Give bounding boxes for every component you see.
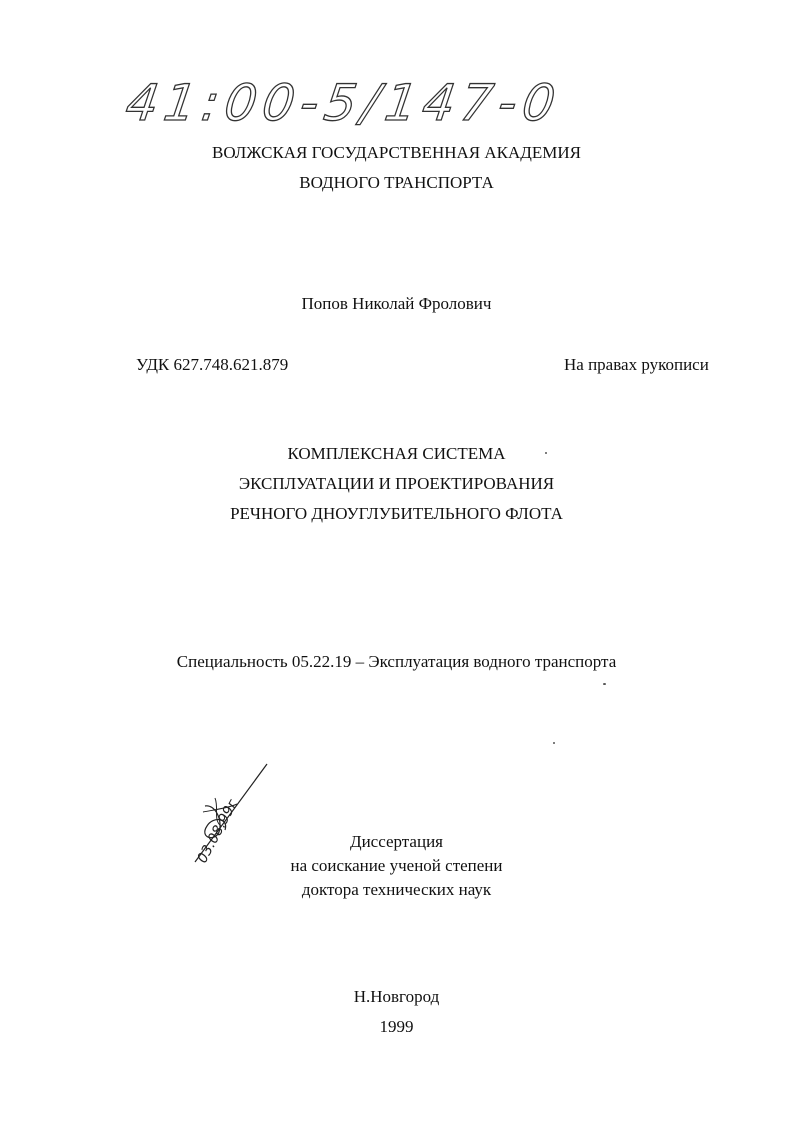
organization-line-1: ВОЛЖСКАЯ ГОСУДАРСТВЕННАЯ АКАДЕМИЯ bbox=[212, 143, 581, 162]
scan-speck bbox=[603, 683, 606, 685]
dissertation-line-3: доктора технических наук bbox=[301, 880, 492, 899]
specialty: Специальность 05.22.19 – Эксплуатация водного транспорта bbox=[176, 652, 617, 671]
year: 1999 bbox=[379, 1017, 414, 1036]
organization-line-2: ВОДНОГО ТРАНСПОРТА bbox=[299, 173, 494, 192]
dissertation-line-2: на соискание ученой степени bbox=[290, 856, 503, 875]
title-line-2: ЭКСПЛУАТАЦИИ И ПРОЕКТИРОВАНИЯ bbox=[238, 474, 555, 493]
handwritten-archive-code-text: 41:00-5/147-0 bbox=[122, 73, 565, 132]
rights-note: На правах рукописи bbox=[564, 355, 709, 374]
author-name: Попов Николай Фролович bbox=[301, 294, 492, 313]
dissertation-line-1: Диссертация bbox=[349, 832, 443, 851]
scan-speck bbox=[553, 742, 555, 744]
udc-code: УДК 627.748.621.879 bbox=[136, 355, 289, 374]
scan-speck bbox=[545, 452, 547, 454]
city: Н.Новгород bbox=[353, 987, 440, 1006]
signature-date: 03.08.99г bbox=[194, 796, 242, 866]
handwritten-archive-code bbox=[122, 64, 565, 136]
title-line-1: КОМПЛЕКСНАЯ СИСТЕМА bbox=[287, 444, 506, 463]
title-line-3: РЕЧНОГО ДНОУГЛУБИТЕЛЬНОГО ФЛОТА bbox=[230, 504, 563, 523]
